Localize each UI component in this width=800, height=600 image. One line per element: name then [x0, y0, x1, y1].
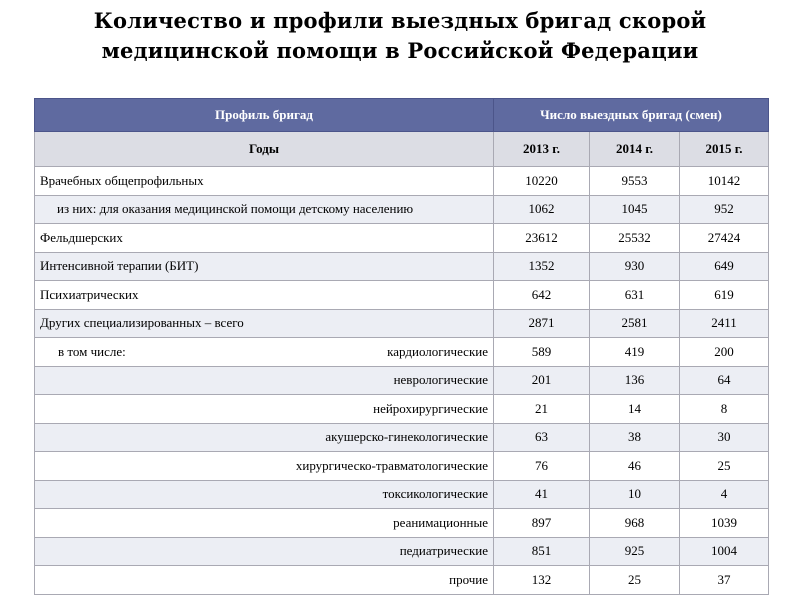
table-row [35, 423, 769, 452]
table-row [35, 224, 769, 253]
cell-2013: 897 [494, 509, 590, 538]
cell-2013: 1352 [494, 252, 590, 281]
header-count: Число выездных бригад (смен) [494, 99, 769, 132]
table-row [35, 566, 769, 595]
table-row [35, 309, 769, 338]
row-label-cell [35, 338, 494, 367]
row-label: Психиатрических [35, 281, 494, 310]
row-label: прочие [35, 566, 494, 595]
cell-2015: 30 [680, 423, 769, 452]
cell-2015: 649 [680, 252, 769, 281]
table-row [35, 537, 769, 566]
cell-2014: 46 [590, 452, 680, 481]
table-row [35, 480, 769, 509]
cell-2015: 27424 [680, 224, 769, 253]
row-label: Других специализированных – всего [35, 309, 494, 338]
row-label: Фельдшерских [35, 224, 494, 253]
row-label: неврологические [35, 366, 494, 395]
row-label: Врачебных общепрофильных [35, 167, 494, 196]
cell-2014: 14 [590, 395, 680, 424]
cell-2013: 201 [494, 366, 590, 395]
cell-2015: 619 [680, 281, 769, 310]
row-label: педиатрические [35, 537, 494, 566]
cell-2014: 930 [590, 252, 680, 281]
cell-2013: 63 [494, 423, 590, 452]
cell-2014: 1045 [590, 195, 680, 224]
ambulance-teams-table [34, 98, 769, 595]
cell-2015: 37 [680, 566, 769, 595]
year-2015: 2015 г. [680, 132, 769, 167]
cell-2015: 4 [680, 480, 769, 509]
cell-2014: 968 [590, 509, 680, 538]
cell-2013: 642 [494, 281, 590, 310]
cell-2013: 41 [494, 480, 590, 509]
cell-2015: 10142 [680, 167, 769, 196]
cell-2013: 2871 [494, 309, 590, 338]
cell-2015: 1039 [680, 509, 769, 538]
table-header-row [35, 99, 769, 132]
cell-2014: 925 [590, 537, 680, 566]
table-row [35, 195, 769, 224]
cell-2014: 25 [590, 566, 680, 595]
cell-2013: 589 [494, 338, 590, 367]
row-label: нейрохирургические [35, 395, 494, 424]
row-label: токсикологические [35, 480, 494, 509]
cell-2013: 1062 [494, 195, 590, 224]
cell-2015: 8 [680, 395, 769, 424]
cell-2014: 2581 [590, 309, 680, 338]
row-label: Интенсивной терапии (БИТ) [35, 252, 494, 281]
table-row [35, 252, 769, 281]
table-row [35, 452, 769, 481]
cell-2015: 2411 [680, 309, 769, 338]
page-title [0, 6, 800, 66]
table-row [35, 395, 769, 424]
cell-2014: 419 [590, 338, 680, 367]
row-label: акушерско-гинекологические [35, 423, 494, 452]
table-row [35, 281, 769, 310]
cell-2013: 10220 [494, 167, 590, 196]
row-lead-label: в том числе: [58, 343, 126, 359]
title-line-2: медицинской помощи в Российской Федерации [101, 38, 699, 63]
cell-2014: 631 [590, 281, 680, 310]
cell-2013: 23612 [494, 224, 590, 253]
cell-2013: 851 [494, 537, 590, 566]
year-2014: 2014 г. [590, 132, 680, 167]
table-row [35, 338, 769, 367]
row-label: из них: для оказания медицинской помощи детскому населению [35, 195, 494, 224]
title-line-1: Количество и профили выездных бригад скорой [93, 8, 707, 33]
header-profile: Профиль бригад [35, 99, 494, 132]
year-2013: 2013 г. [494, 132, 590, 167]
cell-2014: 38 [590, 423, 680, 452]
row-label: кардиологические [387, 343, 488, 359]
cell-2015: 1004 [680, 537, 769, 566]
cell-2015: 64 [680, 366, 769, 395]
table-row [35, 509, 769, 538]
header-years: Годы [35, 132, 494, 167]
row-label: хирургическо-травматологические [35, 452, 494, 481]
cell-2013: 21 [494, 395, 590, 424]
table-row [35, 167, 769, 196]
row-label: реанимационные [35, 509, 494, 538]
cell-2015: 25 [680, 452, 769, 481]
cell-2013: 76 [494, 452, 590, 481]
cell-2014: 10 [590, 480, 680, 509]
cell-2015: 952 [680, 195, 769, 224]
cell-2015: 200 [680, 338, 769, 367]
table-years-row [35, 132, 769, 167]
cell-2013: 132 [494, 566, 590, 595]
cell-2014: 25532 [590, 224, 680, 253]
table-row [35, 366, 769, 395]
cell-2014: 9553 [590, 167, 680, 196]
cell-2014: 136 [590, 366, 680, 395]
